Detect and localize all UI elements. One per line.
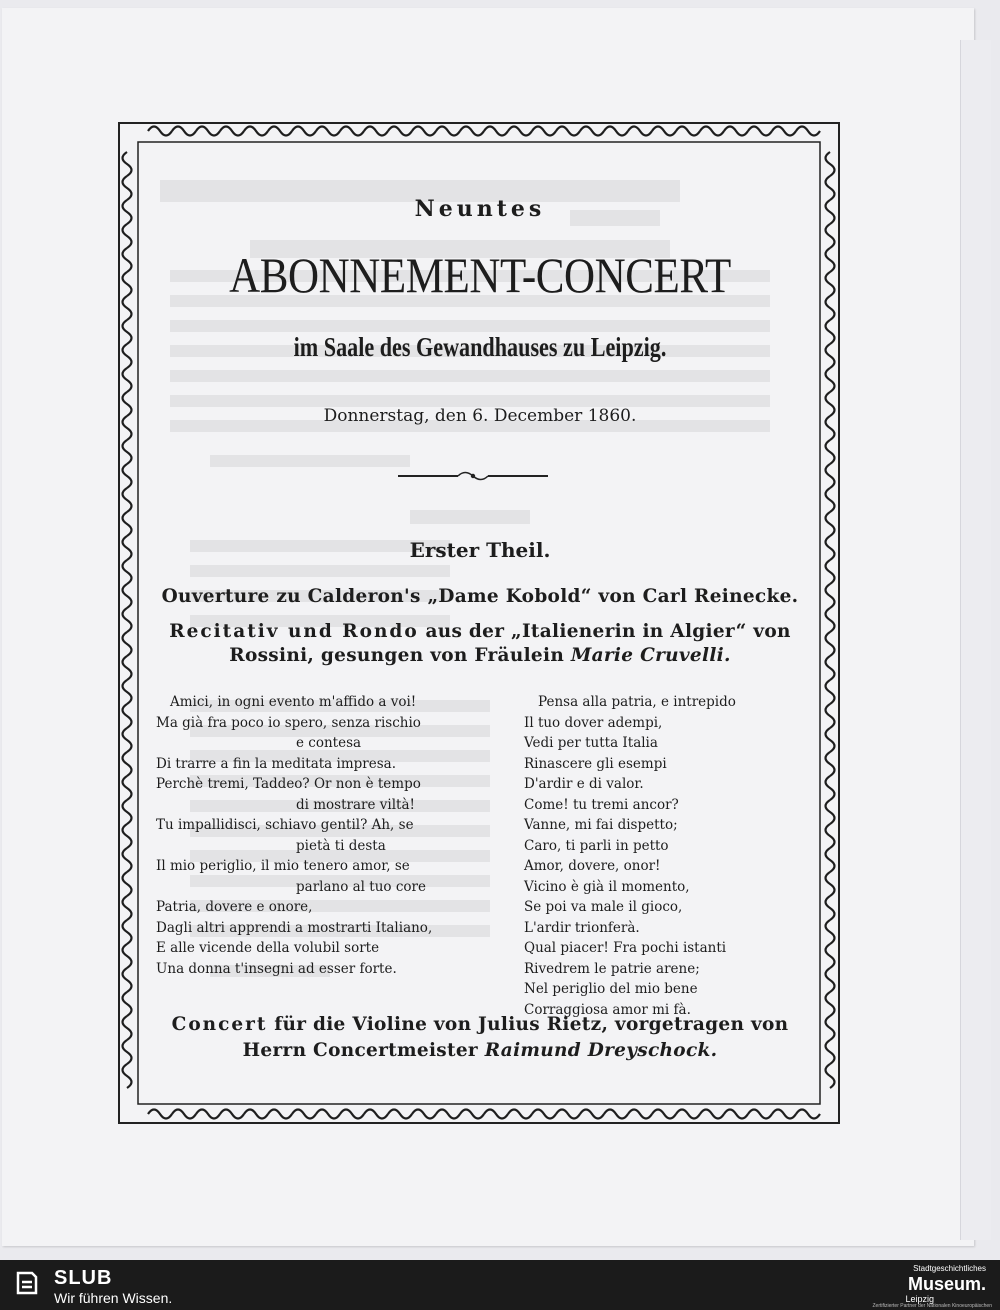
border-ornament [652,1110,676,1119]
lyric-line: Qual piacer! Fra pochi istanti [524,940,727,956]
piece-title: Recitativ und Rondo [169,621,419,642]
border-ornament [244,127,268,136]
border-ornament [123,704,132,728]
border-ornament [826,560,835,584]
border-ornament [123,344,132,368]
border-ornament [123,272,132,296]
museum-city: Leipzig [905,1294,934,1304]
border-ornament [123,320,132,344]
border-ornament [826,152,835,176]
border-ornament [364,1110,388,1119]
border-ornament [826,968,835,992]
border-ornament [388,127,412,136]
border-ornament [412,127,436,136]
border-ornament [123,728,132,752]
lyric-line: Rivedrem le patrie arene; [524,960,700,977]
museum-label: Stadtgeschichtliches [913,1264,986,1273]
border-ornament [826,464,835,488]
border-ornament [826,392,835,416]
lyric-line: Nel periglio del mio bene [524,981,698,997]
border-ornament [196,1110,220,1119]
border-ornament [676,1110,700,1119]
border-ornament [826,512,835,536]
border-ornament [123,200,132,224]
border-ornament [628,127,652,136]
border-ornament [436,127,460,136]
border-ornament [826,200,835,224]
border-ornament [826,584,835,608]
border-ornament [826,896,835,920]
border-ornament [826,344,835,368]
border-ornament [826,248,835,272]
piece-description: für die Violine von Julius Rietz, vorgetragen von [267,1014,789,1035]
lyric-line: Rinascere gli esempi [524,755,667,772]
border-ornament [826,632,835,656]
lyric-line: Vanne, mi fai dispetto; [524,817,678,833]
border-ornament [123,656,132,680]
border-ornament [123,920,132,944]
lyric-line: Tu impallidisci, schiavo gentil? Ah, se [156,817,414,833]
border-ornament [123,896,132,920]
border-ornament [123,176,132,200]
lyric-line: pietà ti desta [296,837,386,854]
border-ornament [700,1110,724,1119]
lyrics-right-column [524,692,794,1020]
border-ornament [484,127,508,136]
border-ornament [148,1110,172,1119]
border-ornament [748,1110,772,1119]
border-ornament [123,536,132,560]
piece-title: Concert [171,1014,268,1035]
border-ornament [460,1110,484,1119]
border-ornament [826,872,835,896]
border-ornament [123,224,132,248]
border-ornament [123,512,132,536]
border-ornament [826,440,835,464]
slub-tagline: Wir führen Wissen. [54,1290,173,1306]
border-ornament [556,1110,580,1119]
border-ornament [123,584,132,608]
border-ornament [748,127,772,136]
border-ornament [123,824,132,848]
border-ornament [220,1110,244,1119]
border-ornament [123,872,132,896]
border-ornament [826,848,835,872]
lyric-line: Ma già fra poco io spero, senza rischio [156,714,421,731]
border-ornament [292,127,316,136]
border-ornament [826,1016,835,1040]
venue: im Saale des Gewandhauses zu Leipzig. [293,332,667,362]
border-ornament [123,776,132,800]
lyric-line: Patria, dovere e onore, [156,899,313,915]
border-ornament [652,127,676,136]
border-ornament [340,1110,364,1119]
lyrics-left-column [156,692,486,979]
lyric-line: D'ardir e di valor. [524,776,644,792]
border-ornament [580,127,604,136]
border-ornament [826,608,835,632]
border-ornament [268,1110,292,1119]
border-ornament [796,1110,820,1119]
border-ornament [724,1110,748,1119]
border-ornament [826,752,835,776]
lyric-line: Pensa alla patria, e intrepido [538,694,736,710]
border-ornament [123,560,132,584]
border-ornament [123,800,132,824]
piece-composer: Rossini, gesungen von Fräulein [229,645,571,666]
border-ornament [826,704,835,728]
ornament-divider [398,468,548,484]
performer-name: Marie Cruvelli. [570,645,731,666]
lyric-line: Il mio periglio, il mio tenero amor, se [156,858,410,874]
lyric-line: Il tuo dover adempi, [524,714,663,731]
border-ornament [826,920,835,944]
concert-date: Donnerstag, den 6. December 1860. [323,406,637,426]
border-ornament [532,127,556,136]
border-ornament [508,1110,532,1119]
border-ornament [292,1110,316,1119]
border-ornament [123,752,132,776]
border-ornament [826,176,835,200]
border-ornament [826,1064,835,1088]
border-ornament [826,320,835,344]
border-ornament [826,416,835,440]
program-item-recitativ [140,620,820,668]
lyric-line: Corraggiosa amor mi fà. [524,1001,691,1018]
border-ornament [123,1064,132,1088]
section-heading: Erster Theil. [409,538,551,562]
border-ornament [316,127,340,136]
border-ornament [244,1110,268,1119]
border-ornament [580,1110,604,1119]
lyric-line: Vicino è già il momento, [524,878,690,895]
lyric-line: Caro, ti parli in petto [524,837,669,854]
border-ornament [826,824,835,848]
page-title: ABONNEMENT-CONCERT [229,247,731,303]
border-ornament [268,127,292,136]
border-ornament [340,127,364,136]
border-ornament [123,296,132,320]
border-ornament [364,127,388,136]
border-ornament [123,488,132,512]
lyric-line: Perchè tremi, Taddeo? Or non è tempo [156,776,421,792]
lyric-line: Di trarre a fin la meditata impresa. [156,755,396,772]
border-ornament [123,680,132,704]
border-ornament [123,968,132,992]
border-ornament [412,1110,436,1119]
border-ornament [436,1110,460,1119]
border-ornament [123,608,132,632]
lyric-line: e contesa [296,735,362,751]
border-ornament [123,368,132,392]
border-ornament [826,944,835,968]
border-ornament [123,1016,132,1040]
lyric-line: Amici, in ogni evento m'affido a voi! [170,694,417,710]
lyric-line: Vedi per tutta Italia [524,735,658,751]
border-ornament [172,127,196,136]
museum-name[interactable]: Museum. [907,1274,986,1294]
border-ornament [826,296,835,320]
border-ornament [460,127,484,136]
lyric-line: L'ardir trionferà. [524,919,640,936]
border-ornament [532,1110,556,1119]
border-ornament [628,1110,652,1119]
border-ornament [556,127,580,136]
footer-bar [0,1260,1000,1310]
program-item-overture: Ouverture zu Calderon's „Dame Kobold“ von Carl Reinecke. [161,586,799,607]
border-ornament [388,1110,412,1119]
border-ornament [676,127,700,136]
border-ornament [772,1110,796,1119]
border-ornament [123,248,132,272]
border-ornament [826,992,835,1016]
border-ornament [123,440,132,464]
border-ornament [123,1040,132,1064]
border-ornament [123,632,132,656]
program-item-violin-concert [140,1012,820,1064]
border-ornament [508,127,532,136]
border-ornament [826,656,835,680]
border-ornament [172,1110,196,1119]
border-ornament [826,272,835,296]
performer-role: Herrn Concertmeister [242,1040,485,1061]
border-ornament [123,392,132,416]
border-ornament [826,368,835,392]
border-ornament [123,944,132,968]
museum-certification: Zertifizierter Partner der Nationalen Kinoeuropäischen [872,1303,992,1309]
lyric-line: Se poi va male il gioco, [524,899,683,915]
border-ornament [826,1040,835,1064]
border-ornament [484,1110,508,1119]
border-ornament [826,488,835,512]
lyric-line: Una donna t'insegni ad esser forte. [156,960,397,977]
border-ornament [772,127,796,136]
border-ornament [123,152,132,176]
border-ornament [826,224,835,248]
border-ornament [826,536,835,560]
page-edge [960,40,991,1240]
border-ornament [123,848,132,872]
border-ornament [316,1110,340,1119]
performer-name: Raimund Dreyschock. [484,1040,718,1061]
lyric-line: Dagli altri apprendi a mostrarti Italiano, [156,919,433,936]
border-ornament [826,776,835,800]
border-ornament [796,127,820,136]
lyric-line: E alle vicende della volubil sorte [156,940,380,956]
border-ornament [826,680,835,704]
piece-source: aus der „Italienerin in Algier“ von [418,621,791,642]
lyric-line: di mostrare viltà! [296,796,415,813]
lyric-line: Come! tu tremi ancor? [524,796,679,813]
border-ornament [604,1110,628,1119]
border-ornament [700,127,724,136]
border-ornament [123,464,132,488]
border-ornament [724,127,748,136]
border-ornament [220,127,244,136]
border-ornament [826,800,835,824]
slub-logo-icon[interactable] [14,1270,40,1296]
slub-name[interactable]: SLUB [54,1267,113,1289]
border-ornament [123,992,132,1016]
concert-number: Neuntes [414,196,546,222]
lyric-line: parlano al tuo core [296,878,426,895]
border-ornament [196,127,220,136]
border-ornament [148,127,172,136]
border-ornament [123,416,132,440]
border-ornament [826,728,835,752]
lyric-line: Amor, dovere, onor! [524,858,661,874]
border-ornament [604,127,628,136]
